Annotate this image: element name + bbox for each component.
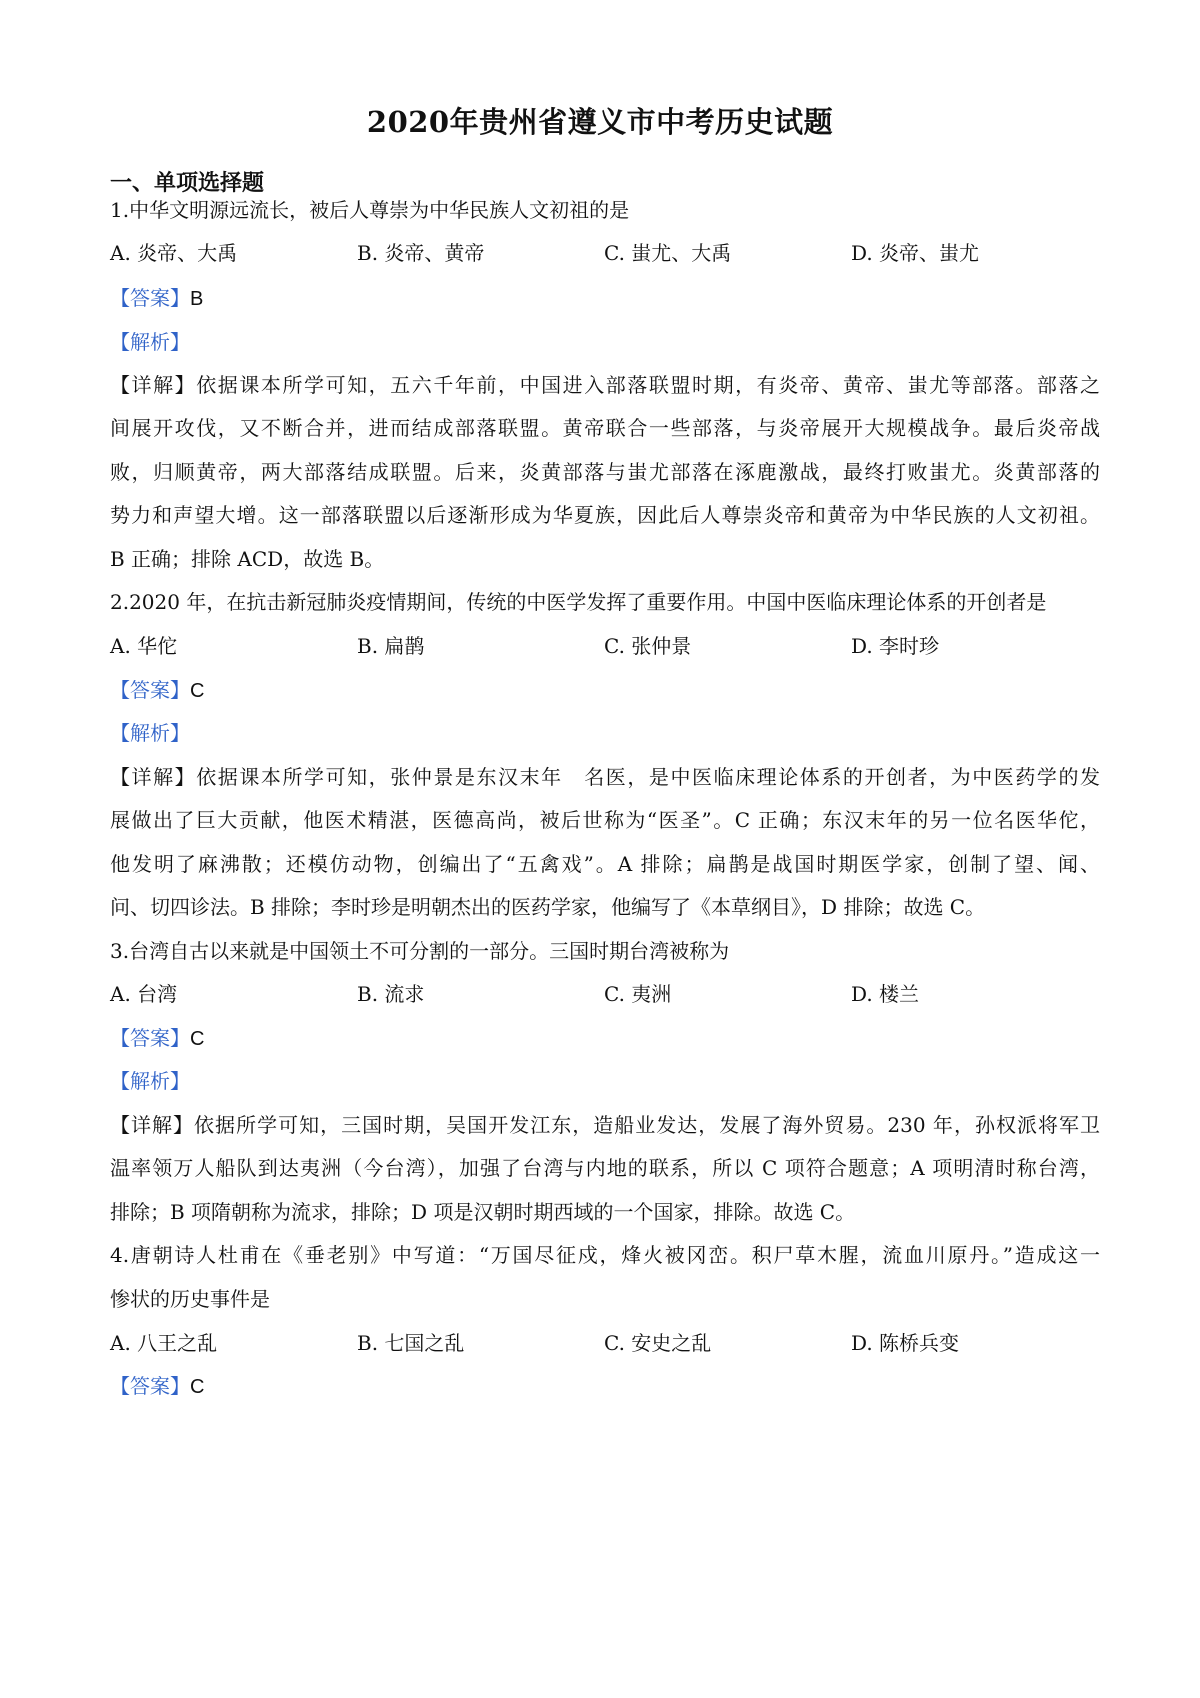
detail-tag: 【详解】 xyxy=(110,765,197,789)
q4-answer-line xyxy=(110,1373,1100,1400)
q3-detail-line-3: 排除；B 项隋朝称为流求，排除；D 项是汉朝时期西域的一个国家，排除。故选 C。 xyxy=(110,1200,856,1224)
q2-option-c: C. 张仲景 xyxy=(604,634,692,658)
answer-tag: 【答案】 xyxy=(110,678,190,702)
q4-option-a: A. 八王之乱 xyxy=(110,1331,218,1355)
analysis-tag: 【解析】 xyxy=(110,721,190,745)
q2-detail-line-4: 问、切四诊法。B 排除；李时珍是明朝杰出的医药学家，他编写了《本草纲目》，D 排除；故选 C。 xyxy=(110,895,986,919)
detail-tag: 【详解】 xyxy=(110,373,197,397)
q3-answer: C xyxy=(190,1028,205,1050)
q3-option-d: D. 楼兰 xyxy=(851,982,920,1006)
question-2-stem: 2.2020 年，在抗击新冠肺炎疫情期间，传统的中医学发挥了重要作用。中国中医临床理论体系的开创者是 xyxy=(110,590,1047,614)
analysis-tag: 【解析】 xyxy=(110,330,190,354)
q2-analysis-line xyxy=(110,720,1100,746)
q3-option-c: C. 夷洲 xyxy=(604,982,672,1006)
q1-detail-line-3: 败，归顺黄帝，两大部落结成联盟。后来，炎黄部落与蚩尤部落在涿鹿激战，最终打败蚩尤。炎黄部落的 xyxy=(110,460,1100,484)
q1-detail-line-1 xyxy=(110,372,1100,398)
q1-answer-line xyxy=(110,285,1100,312)
q1-analysis-line xyxy=(110,329,1100,355)
q3-detail-line-2: 温率领万人船队到达夷洲（今台湾），加强了台湾与内地的联系，所以 C 项符合题意；A 项明清时称台湾， xyxy=(110,1156,1100,1180)
answer-tag: 【答案】 xyxy=(110,1374,190,1398)
q1-option-b: B. 炎帝、黄帝 xyxy=(357,241,485,265)
analysis-tag: 【解析】 xyxy=(110,1069,190,1093)
question-1-stem: 1.中华文明源远流长，被后人尊崇为中华民族人文初祖的是 xyxy=(110,198,630,222)
q3-detail-line-1 xyxy=(110,1112,1100,1138)
q4-answer: C xyxy=(190,1376,205,1398)
q4-option-c: C. 安史之乱 xyxy=(604,1331,712,1355)
answer-tag: 【答案】 xyxy=(110,1026,190,1050)
q1-detail-text-1: 依据课本所学可知，五六千年前，中国进入部落联盟时期，有炎帝、黄帝、蚩尤等部落。部落之 xyxy=(196,373,1101,397)
q2-answer-line xyxy=(110,677,1100,704)
q3-option-a: A. 台湾 xyxy=(110,982,178,1006)
q2-detail-line-1 xyxy=(110,764,1100,790)
q1-answer: B xyxy=(190,288,204,310)
q1-option-a: A. 炎帝、大禹 xyxy=(110,241,238,265)
q1-detail-line-2: 间展开攻伐，又不断合并，进而结成部落联盟。黄帝联合一些部落，与炎帝展开大规模战争。最后炎帝战 xyxy=(110,416,1100,440)
q2-option-a: A. 华佗 xyxy=(110,634,178,658)
q4-option-b: B. 七国之乱 xyxy=(357,1331,465,1355)
section-heading: 一、单项选择题 xyxy=(110,170,265,196)
question-3-stem: 3.台湾自古以来就是中国领土不可分割的一部分。三国时期台湾被称为 xyxy=(110,939,730,963)
q3-answer-line xyxy=(110,1025,1100,1052)
q2-detail-line-3: 他发明了麻沸散；还模仿动物，创编出了“五禽戏”。A 排除；扁鹊是战国时期医学家，创制了望、闻、 xyxy=(110,852,1100,876)
q1-detail-line-5: B 正确；排除 ACD，故选 B。 xyxy=(110,547,385,571)
answer-tag: 【答案】 xyxy=(110,286,190,310)
q3-analysis-line xyxy=(110,1068,1100,1094)
q1-option-c: C. 蚩尤、大禹 xyxy=(604,241,732,265)
q1-detail-line-4: 势力和声望大增。这一部落联盟以后逐渐形成为华夏族，因此后人尊崇炎帝和黄帝为中华民族的人文初祖。 xyxy=(110,503,1100,527)
page-title: 2020年贵州省遵义市中考历史试题 xyxy=(366,105,834,139)
q2-detail-line-2: 展做出了巨大贡献，他医术精湛，医德高尚，被后世称为“医圣”。C 正确；东汉末年的另一位名医华佗， xyxy=(110,808,1100,832)
q3-option-b: B. 流求 xyxy=(357,982,425,1006)
question-4-stem-line-1: 4.唐朝诗人杜甫在《垂老别》中写道：“万国尽征戍，烽火被冈峦。积尸草木腥，流血川原丹。”造成这一 xyxy=(110,1243,1100,1267)
q4-option-d: D. 陈桥兵变 xyxy=(851,1331,960,1355)
q2-answer: C xyxy=(190,680,205,702)
q2-detail-text-1: 依据课本所学可知，张仲景是东汉末年 名医，是中医临床理论体系的开创者，为中医药学的发 xyxy=(196,765,1101,789)
q1-option-d: D. 炎帝、蚩尤 xyxy=(851,241,980,265)
q2-option-d: D. 李时珍 xyxy=(851,634,940,658)
detail-tag: 【详解】 xyxy=(110,1113,195,1137)
q3-detail-text-1: 依据所学可知，三国时期，吴国开发江东，造船业发达，发展了海外贸易。230 年，孙权派将军卫 xyxy=(194,1113,1101,1137)
question-4-stem-line-2: 惨状的历史事件是 xyxy=(110,1287,270,1311)
q2-option-b: B. 扁鹊 xyxy=(357,634,425,658)
